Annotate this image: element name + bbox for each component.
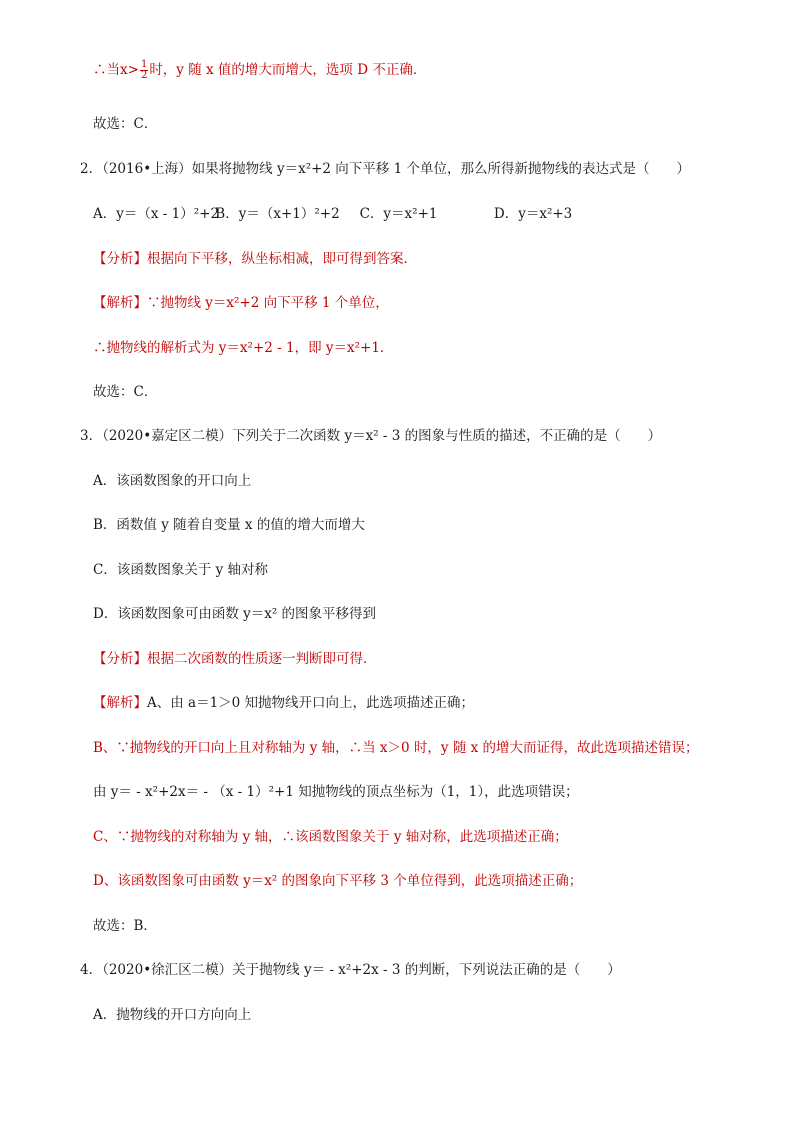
question-3-option-a: A．该函数图象的开口向上 bbox=[93, 473, 252, 489]
question-3-option-d: D．该函数图象可由函数 y＝x² 的图象平移得到 bbox=[93, 606, 377, 622]
answer-q2: 故选：C． bbox=[93, 384, 158, 400]
option-c: C．y＝x²+1 bbox=[359, 206, 438, 222]
question-3-option-b: B．函数值 y 随着自变量 x 的值的增大而增大 bbox=[93, 517, 365, 533]
solution-text-post: 时，y 随 x 值的增大而增大，选项 D 不正确． bbox=[149, 62, 427, 78]
fraction-numerator: 1 bbox=[140, 59, 148, 70]
solution-label: 【解析】 bbox=[93, 695, 147, 711]
answer-q3: 故选：B． bbox=[93, 918, 157, 934]
analysis-q3: 【分析】根据二次函数的性质逐一判断即可得． bbox=[93, 651, 377, 667]
solution-text: ∵抛物线 y＝x²+2 向下平移 1 个单位， bbox=[147, 295, 389, 311]
question-2-stem: 2．（2016•上海）如果将抛物线 y＝x²+2 向下平移 1 个单位，那么所得新抛物线的表达式是（ ） bbox=[80, 161, 690, 177]
question-4-option-a: A．抛物线的开口方向向上 bbox=[93, 1007, 252, 1023]
solution-q2-line-2: ∴抛物线的解析式为 y＝x²+2 - 1，即 y＝x²+1． bbox=[93, 340, 394, 356]
analysis-q2: 【分析】根据向下平移，纵坐标相减，即可得到答案． bbox=[93, 251, 417, 267]
fraction-denominator: 2 bbox=[140, 70, 148, 81]
solution-q3-line-1 bbox=[93, 694, 474, 712]
question-2-options bbox=[93, 205, 572, 223]
question-3-stem: 3．（2020•嘉定区二模）下列关于二次函数 y＝x² - 3 的图象与性质的描述，不正确的是（ ） bbox=[80, 428, 662, 444]
solution-q3-line-5: D、该函数图象可由函数 y＝x² 的图象向下平移 3 个单位得到，此选项描述正确； bbox=[93, 873, 583, 889]
solution-label: 【解析】 bbox=[93, 295, 147, 311]
question-3-option-c: C．该函数图象关于 y 轴对称 bbox=[93, 562, 269, 578]
option-d: D．y＝x²+3 bbox=[493, 206, 573, 222]
answer-line-q1: 故选：C． bbox=[93, 116, 158, 132]
solution-q3-line-3: 由 y＝ - x²+2x＝ - （x - 1）²+1 知抛物线的顶点坐标为（1，1），此选项错误； bbox=[93, 784, 579, 800]
solution-text: A、由 a＝1＞0 知抛物线开口向上，此选项描述正确； bbox=[147, 695, 475, 711]
option-b: B．y＝（x+1）²+2 bbox=[215, 206, 340, 222]
option-a: A．y＝（x - 1）²+2 bbox=[93, 206, 220, 222]
solution-line-conclusion bbox=[93, 60, 426, 81]
solution-q3-line-2: B、∵抛物线的开口向上且对称轴为 y 轴，∴当 x＞0 时，y 随 x 的增大而证得，故此选项描述错误； bbox=[93, 740, 699, 756]
solution-q3-line-4: C、∵抛物线的对称轴为 y 轴，∴该函数图象关于 y 轴对称，此选项描述正确； bbox=[93, 829, 568, 845]
solution-text-pre: ∴当x> bbox=[93, 62, 139, 78]
fraction bbox=[140, 60, 148, 81]
question-4-stem: 4．（2020•徐汇区二模）关于抛物线 y＝ - x²+2x - 3 的判断，下列说法正确的是（ ） bbox=[80, 962, 621, 978]
solution-q2-line-1 bbox=[93, 294, 389, 312]
